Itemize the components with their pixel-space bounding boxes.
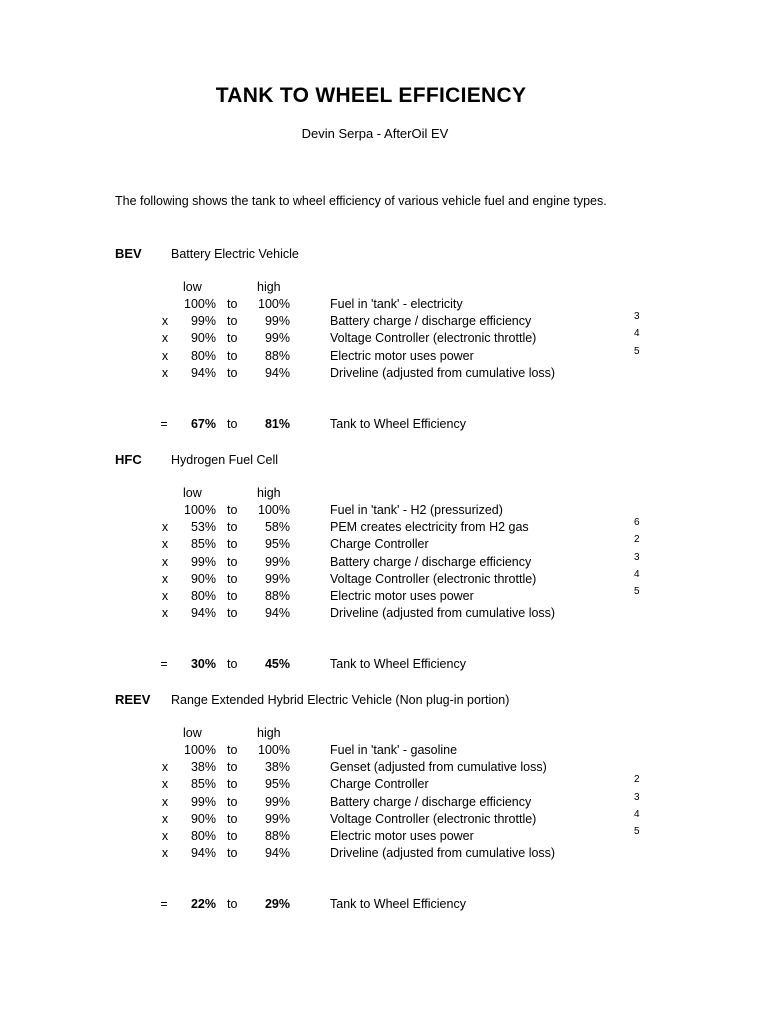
low-value: 38% <box>190 760 216 775</box>
multiply-sign: x <box>161 811 169 826</box>
low-value: 99% <box>190 314 216 329</box>
to-label: to <box>227 743 238 757</box>
row-description: Electric motor uses power <box>330 589 474 603</box>
reference-number: 3 <box>634 311 640 323</box>
equals-sign: = <box>160 657 168 672</box>
to-label: to <box>227 571 238 586</box>
row-description: Fuel in 'tank' - gasoline <box>330 743 458 757</box>
low-value: 94% <box>190 606 216 621</box>
high-value: 99% <box>264 314 290 329</box>
low-value: 80% <box>190 348 216 363</box>
high-value: 99% <box>264 571 290 586</box>
high-value: 95% <box>264 537 290 552</box>
row-description: Battery charge / discharge efficiency <box>330 554 532 569</box>
document-title: TANK TO WHEEL EFFICIENCY <box>215 84 527 107</box>
low-value: 90% <box>190 811 216 826</box>
high-value: 99% <box>264 811 290 826</box>
row-description: Charge Controller <box>330 777 429 792</box>
to-label: to <box>227 657 238 672</box>
efficiency-row <box>0 366 768 383</box>
multiply-sign: x <box>161 794 169 809</box>
efficiency-section <box>0 692 768 952</box>
intro-paragraph: The following shows the tank to wheel efficiency of various vehicle fuel and engine types. <box>115 194 607 208</box>
low-value: 100% <box>184 503 216 517</box>
row-description: Fuel in 'tank' - H2 (pressurized) <box>330 503 503 517</box>
to-label: to <box>227 348 238 363</box>
high-column-header: high <box>257 486 281 500</box>
low-value: 53% <box>190 520 216 535</box>
reference-number: 4 <box>634 568 640 580</box>
equals-sign: = <box>160 897 168 912</box>
low-value: 99% <box>190 554 216 569</box>
high-value: 81% <box>264 416 290 431</box>
high-value: 100% <box>258 743 290 757</box>
efficiency-row <box>0 826 768 846</box>
to-label: to <box>227 829 238 843</box>
section-name: Range Extended Hybrid Electric Vehicle (Non plug-in portion) <box>171 693 510 707</box>
high-value: 88% <box>264 348 290 363</box>
multiply-sign: x <box>161 520 169 535</box>
low-value: 90% <box>190 571 216 586</box>
reference-number: 5 <box>634 826 640 837</box>
low-value: 100% <box>184 743 216 757</box>
row-description: Voltage Controller (electronic throttle) <box>330 811 537 826</box>
multiply-sign: x <box>161 829 169 843</box>
high-value: 94% <box>264 365 290 380</box>
row-description: Battery charge / discharge efficiency <box>330 794 532 809</box>
low-value: 85% <box>190 537 216 552</box>
section-abbreviation: BEV <box>115 246 142 261</box>
total-row <box>0 897 768 914</box>
efficiency-row <box>0 568 768 589</box>
low-value: 80% <box>190 829 216 843</box>
efficiency-row <box>0 551 768 572</box>
efficiency-row <box>0 606 768 623</box>
high-value: 94% <box>264 846 290 861</box>
multiply-sign: x <box>161 589 169 603</box>
low-value: 90% <box>190 331 216 346</box>
low-value: 94% <box>190 846 216 861</box>
section-name: Battery Electric Vehicle <box>171 247 299 261</box>
low-column-header: low <box>183 726 202 740</box>
multiply-sign: x <box>161 348 169 363</box>
to-label: to <box>227 503 238 517</box>
efficiency-row <box>0 534 768 554</box>
low-value: 67% <box>190 416 216 431</box>
high-value: 99% <box>264 554 290 569</box>
high-value: 100% <box>258 297 290 311</box>
multiply-sign: x <box>161 571 169 586</box>
high-value: 58% <box>264 520 290 535</box>
to-label: to <box>227 537 238 552</box>
high-column-header: high <box>257 280 281 294</box>
low-value: 99% <box>190 794 216 809</box>
efficiency-row <box>0 517 768 537</box>
row-description: Driveline (adjusted from cumulative loss) <box>330 365 556 380</box>
row-description: Electric motor uses power <box>330 348 474 363</box>
efficiency-row <box>0 586 768 606</box>
efficiency-row <box>0 808 768 829</box>
to-label: to <box>227 811 238 826</box>
to-label: to <box>227 777 238 792</box>
section-abbreviation: REEV <box>115 692 151 707</box>
multiply-sign: x <box>161 331 169 346</box>
row-description: Voltage Controller (electronic throttle) <box>330 331 537 346</box>
low-value: 100% <box>184 297 216 311</box>
low-value: 22% <box>190 897 216 912</box>
reference-number: 3 <box>634 791 640 803</box>
high-column-header: high <box>257 726 281 740</box>
to-label: to <box>227 846 238 861</box>
total-description: Tank to Wheel Efficiency <box>330 657 466 672</box>
document-author: Devin Serpa - AfterOil EV <box>301 126 449 141</box>
to-label: to <box>227 331 238 346</box>
multiply-sign: x <box>161 846 169 861</box>
to-label: to <box>227 606 238 621</box>
high-value: 99% <box>264 331 290 346</box>
high-value: 100% <box>258 503 290 517</box>
row-description: Genset (adjusted from cumulative loss) <box>330 760 547 775</box>
low-column-header: low <box>183 486 202 500</box>
row-description: Battery charge / discharge efficiency <box>330 314 532 329</box>
row-description: Driveline (adjusted from cumulative loss) <box>330 606 556 621</box>
section-abbreviation: HFC <box>115 452 142 467</box>
high-value: 88% <box>264 829 290 843</box>
multiply-sign: x <box>161 365 169 380</box>
efficiency-section <box>0 452 768 712</box>
efficiency-row <box>0 345 768 366</box>
to-label: to <box>227 297 238 311</box>
low-value: 94% <box>190 365 216 380</box>
high-value: 99% <box>264 794 290 809</box>
multiply-sign: x <box>161 777 169 792</box>
row-description: Charge Controller <box>330 537 429 552</box>
high-value: 45% <box>264 657 290 672</box>
reference-number: 2 <box>634 774 640 786</box>
low-value: 85% <box>190 777 216 792</box>
row-description: Driveline (adjusted from cumulative loss) <box>330 846 556 861</box>
reference-number: 4 <box>634 328 640 340</box>
to-label: to <box>227 314 238 329</box>
multiply-sign: x <box>161 554 169 569</box>
total-description: Tank to Wheel Efficiency <box>330 897 466 912</box>
reference-number: 5 <box>634 345 640 357</box>
reference-number: 5 <box>634 586 640 597</box>
high-value: 38% <box>264 760 290 775</box>
to-label: to <box>227 760 238 775</box>
efficiency-row <box>0 311 768 331</box>
efficiency-row <box>0 297 768 314</box>
to-label: to <box>227 794 238 809</box>
reference-number: 2 <box>634 534 640 546</box>
total-row <box>0 657 768 674</box>
efficiency-row <box>0 774 768 794</box>
high-value: 95% <box>264 777 290 792</box>
reference-number: 3 <box>634 551 640 563</box>
to-label: to <box>227 589 238 603</box>
row-description: Electric motor uses power <box>330 829 474 843</box>
to-label: to <box>227 416 238 431</box>
multiply-sign: x <box>161 537 169 552</box>
reference-number: 6 <box>634 517 640 529</box>
row-description: Voltage Controller (electronic throttle) <box>330 571 537 586</box>
high-value: 94% <box>264 606 290 621</box>
efficiency-row <box>0 846 768 863</box>
to-label: to <box>227 365 238 380</box>
high-value: 88% <box>264 589 290 603</box>
equals-sign: = <box>160 416 168 431</box>
to-label: to <box>227 897 238 912</box>
row-description: PEM creates electricity from H2 gas <box>330 520 529 535</box>
total-description: Tank to Wheel Efficiency <box>330 416 466 431</box>
efficiency-row <box>0 791 768 812</box>
to-label: to <box>227 520 238 535</box>
section-name: Hydrogen Fuel Cell <box>171 453 278 467</box>
multiply-sign: x <box>161 314 169 329</box>
efficiency-row <box>0 760 768 777</box>
multiply-sign: x <box>161 760 169 775</box>
low-value: 30% <box>190 657 216 672</box>
multiply-sign: x <box>161 606 169 621</box>
high-value: 29% <box>264 897 290 912</box>
efficiency-row <box>0 503 768 520</box>
efficiency-row <box>0 328 768 348</box>
efficiency-row <box>0 743 768 760</box>
low-column-header: low <box>183 280 202 294</box>
to-label: to <box>227 554 238 569</box>
reference-number: 4 <box>634 808 640 820</box>
total-row <box>0 417 768 434</box>
row-description: Fuel in 'tank' - electricity <box>330 297 463 311</box>
low-value: 80% <box>190 589 216 603</box>
